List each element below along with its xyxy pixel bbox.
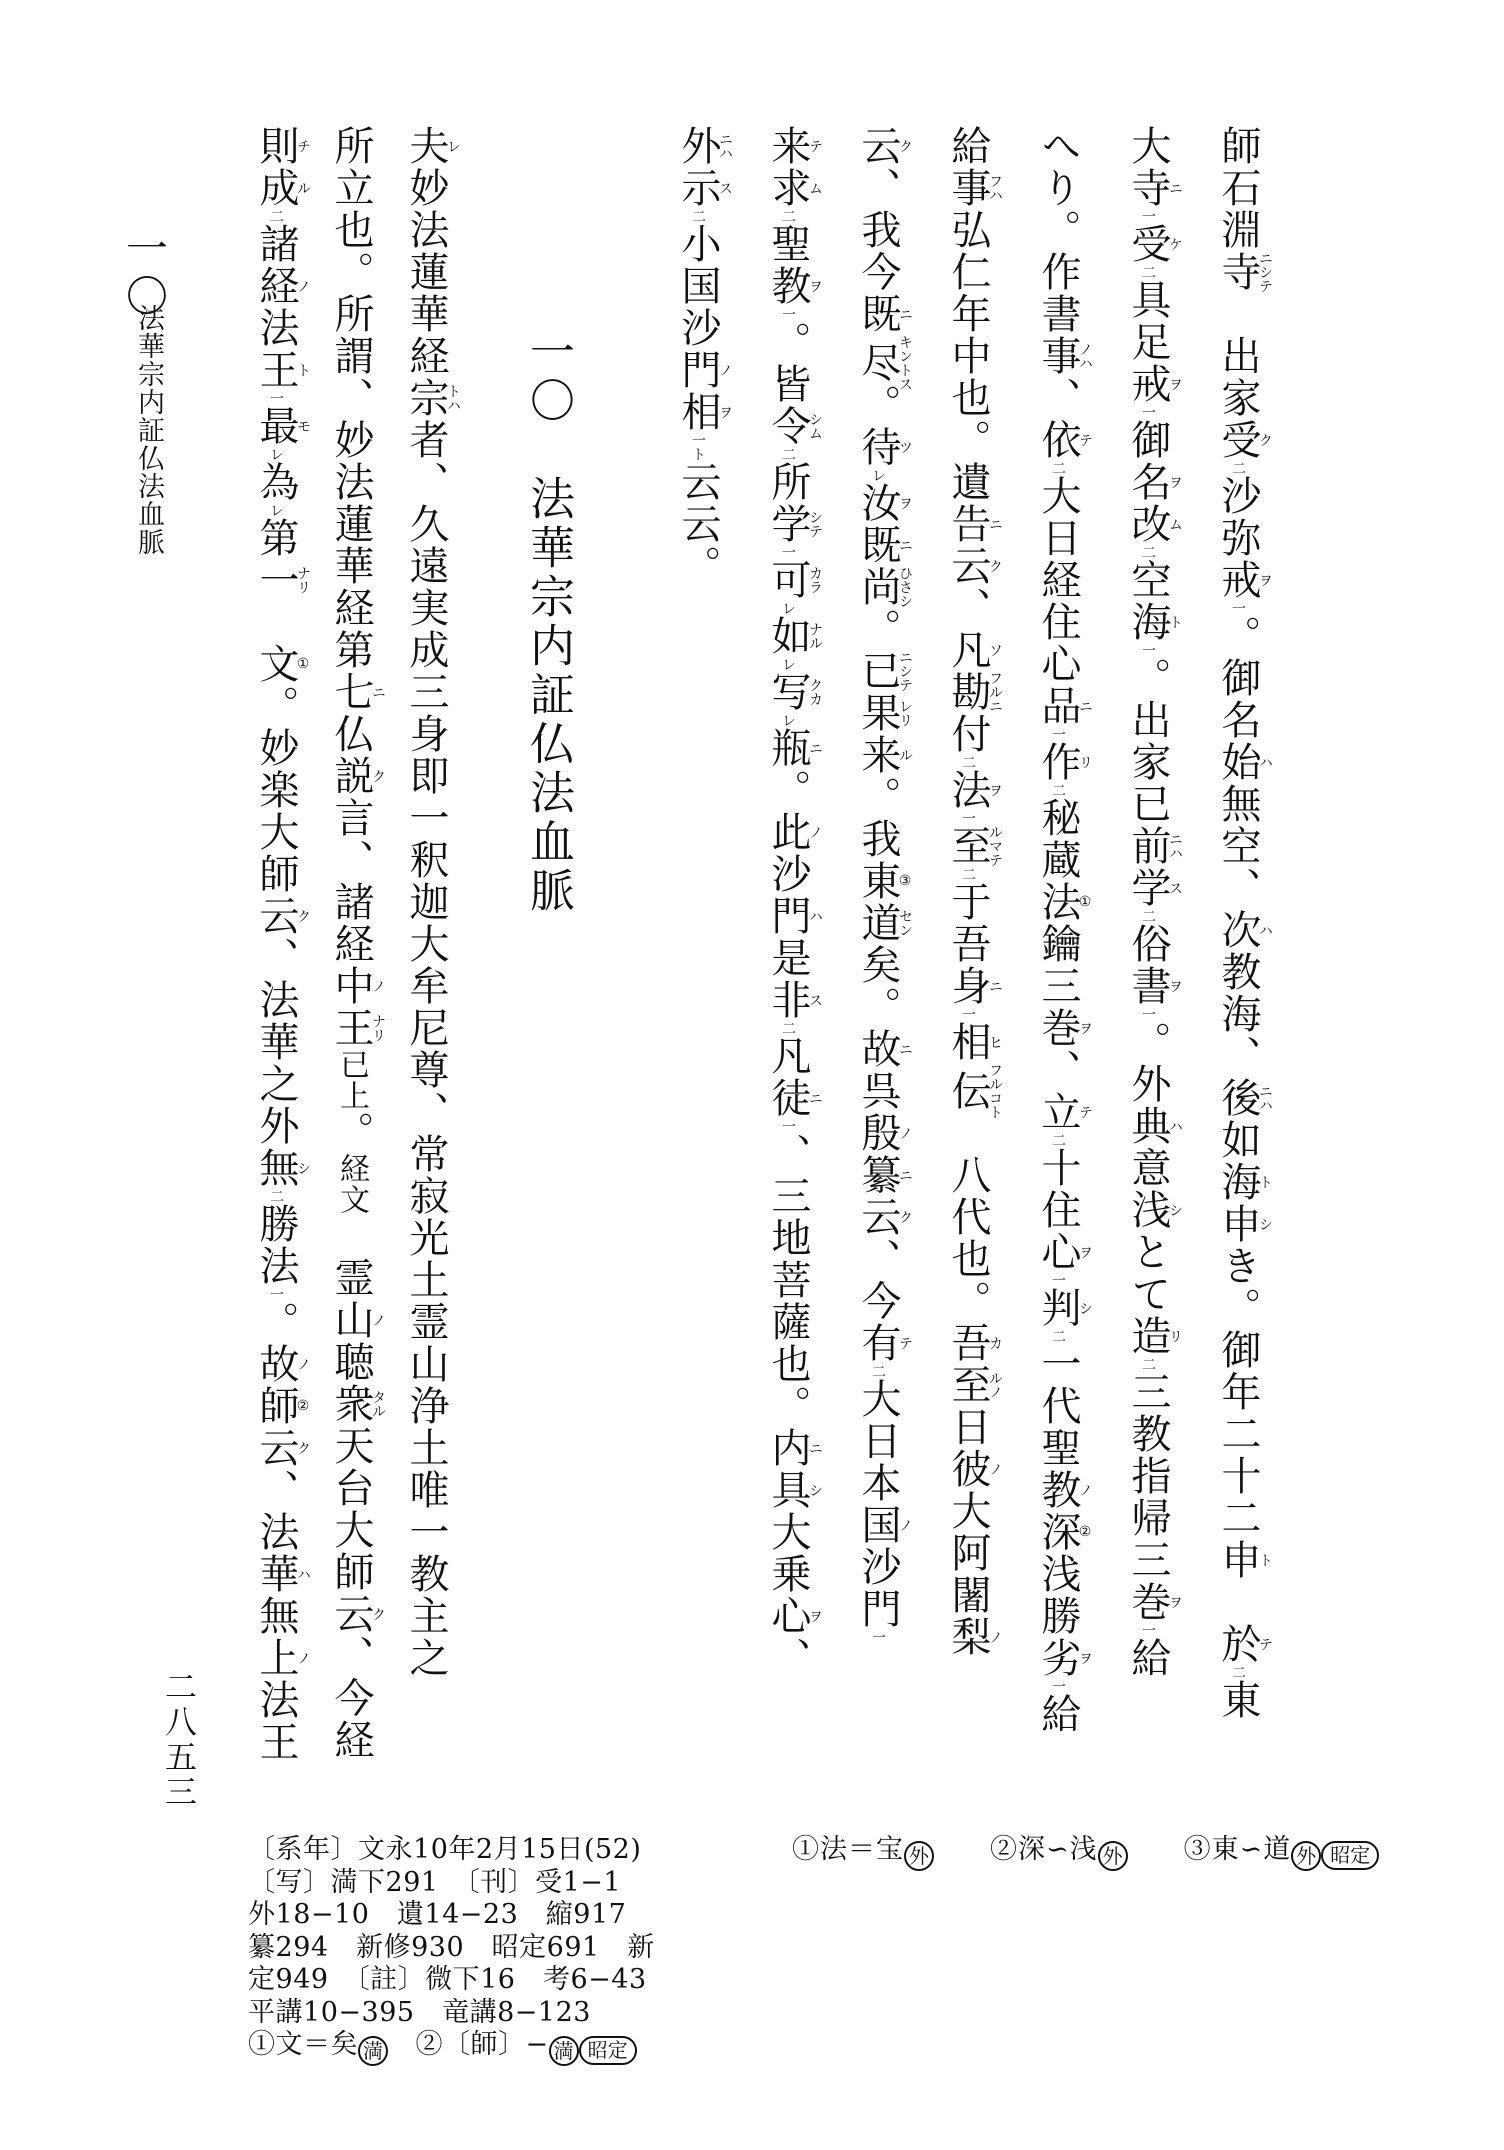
text-column: 外ニハ示ス二小国沙門ノ相ヲ一ト云云。: [675, 125, 733, 587]
reference-line: ①文＝矣 満 ②〔師〕− 満 昭定: [248, 2029, 655, 2066]
margin-header-title: 法華宗内証仏法血脈: [133, 304, 164, 556]
text-column: へり。作書事ノハ、依テ二大日経住心品ニ一作リ二秘蔵法①鑰三巻ヲ、立テ二十住心ヲ一判シ二一代聖教ノ深②浅勝劣ヲ一給: [1035, 125, 1093, 1735]
text-column: 云ク、我今既ニ尽キントス。待ツレ汝ヲ既ニ尚ひさシ。已ニシテ果レリ来ル。我東③道セン矣。故ニ呉殷ノ纂ニ云ク、今有テ二大日本国ノ沙門一: [855, 125, 913, 1644]
text-column: 所立也。所謂、妙法蓮華経第七ニ仏説ク言、諸経中ノ王ナリ已上。経文 霊山ノ聴衆タル天台大師云ク、今経: [328, 125, 386, 1761]
text-column: 則チ成ル二諸経ノ法王ト一最モレ為レ第一ナリ 文①。妙楽大師云ク、法華之外無シ二勝法一。故ノ師②云ク、法華ハ無上ノ法王: [253, 125, 311, 1763]
text-column: 大寺ニ一受ケ二具足戒ヲ一御名ヲ改ム二空海ト一。出家已前ニハ学ス二俗書ヲ一。外典ハ意浅シとて造リ二三教指帰三巻ヲ一給: [1125, 125, 1183, 1679]
reference-line: 定949 〔註〕微下16 考6−43: [248, 1964, 647, 1995]
text-column: 師石淵寺ニシテ 出家受ク二沙弥戒ヲ一。御名始ハ無空、次ハ教海、後ニハ如海ト申シき。御年二十二申ト 於テ二東: [1215, 125, 1273, 1721]
reference-line: 外18−10 遺14−23 縮917: [248, 1899, 627, 1930]
reference-line: 〔系年〕文永10年2月15日(52): [248, 1834, 642, 1865]
reference-line: 平講10−395 竜講8−123: [248, 1996, 591, 2028]
margin-header-number: 一〇: [120, 226, 169, 322]
text-column: 夫レ妙法蓮華経宗トハ者、久遠実成三身即一釈迦大牟尼尊、常寂光土霊山浄土唯一教主之: [403, 125, 461, 1679]
page-number: 二八五三: [160, 1670, 198, 1810]
reference-line: 纂294 新修930 昭定691 新: [248, 1931, 655, 1963]
apparatus-note: ①法＝宝 外 ②深∽浅 外 ③東∽道 外 昭定: [792, 1834, 1379, 1871]
reference-line: 〔写〕満下291 〔刊〕受1−1: [248, 1866, 622, 1898]
text-column: 来テ求ム二聖教ヲ一。皆令シム二所学シテ一可カラレ如ナルレ写クカレ瓶ニ。此ノ沙門ハ是非ス二凡徒ニ一、三地菩薩也。内ニ具シ大乗心ヲ、: [765, 125, 823, 1679]
section-title: 一〇 法華宗内証仏法血脈: [522, 328, 575, 916]
reference-notes: [248, 1834, 655, 2066]
text-column: 給事フハ弘仁年中也。遺告ニ云ク、凡ソ勘フルニ付二法ヲ一至ルマテ二于吾身ニ一相ヒ伝フルコト 八代也。吾カ至ルノ日彼ノ大阿闍梨ノ: [945, 125, 1003, 1658]
